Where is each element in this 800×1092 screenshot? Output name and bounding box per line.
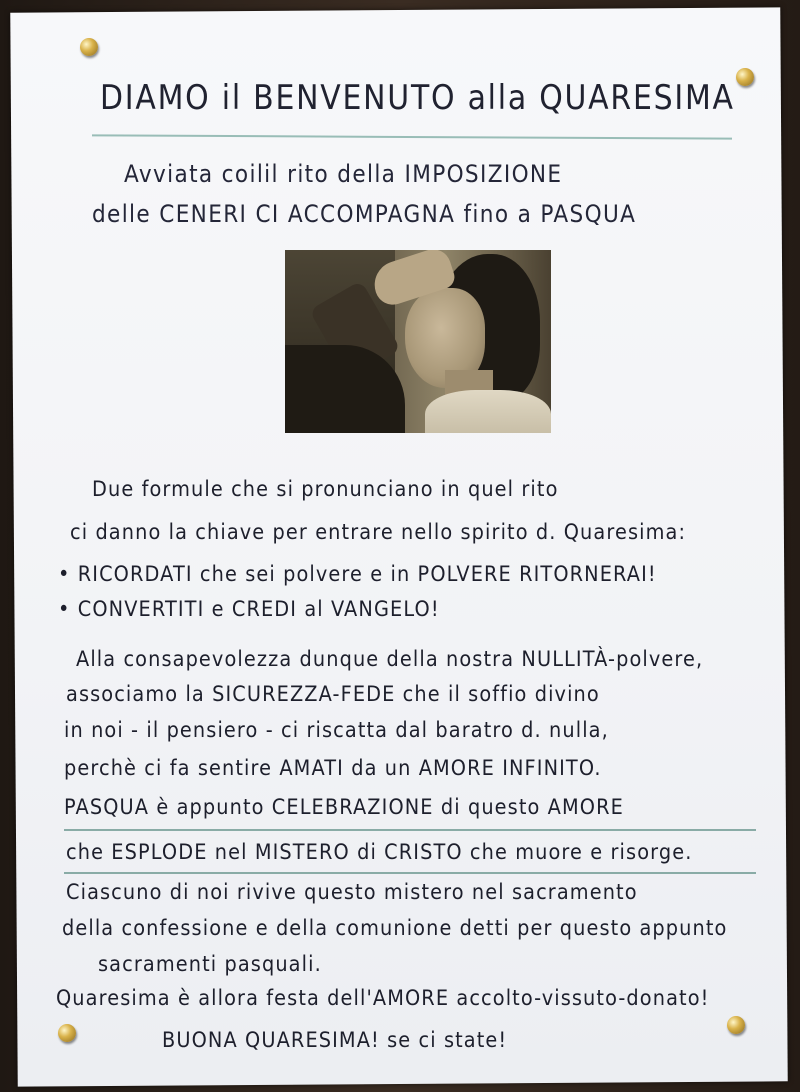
- body-line-4: • CONVERTITI e CREDI al VANGELO!: [58, 597, 440, 621]
- line-underline: [64, 829, 756, 831]
- line-underline: [64, 872, 756, 874]
- pushpin-icon: [80, 38, 98, 56]
- body-line-9: PASQUA è appunto CELEBRAZIONE di questo AMORE: [64, 795, 624, 819]
- body-line-2: ci danno la chiave per entrare nello spirito d. Quaresima:: [70, 520, 687, 544]
- body-line-1: Due formule che si pronunciano in quel rito: [92, 477, 559, 501]
- body-line-12: della confessione e della comunione detti per questo appunto: [62, 916, 728, 940]
- body-line-7: in noi - il pensiero - ci riscatta dal baratro d. nulla,: [64, 718, 609, 742]
- body-line-3: • RICORDATI che sei polvere e in POLVERE RITORNERAI!: [58, 562, 657, 586]
- body-line-5: Alla consapevolezza dunque della nostra NULLITÀ-polvere,: [76, 647, 704, 671]
- subtitle-line-1: Avviata coilil rito della IMPOSIZIONE: [124, 160, 563, 188]
- body-line-6: associamo la SICUREZZA-FEDE che il soffio divino: [66, 682, 600, 706]
- body-line-13: sacramenti pasquali.: [98, 952, 322, 976]
- closing-line: BUONA QUARESIMA! se ci state!: [162, 1028, 508, 1052]
- pushpin-icon: [736, 68, 754, 86]
- body-line-8: perchè ci fa sentire AMATI da un AMORE INFINITO.: [64, 756, 602, 780]
- body-line-10: che ESPLODE nel MISTERO di CRISTO che muore e risorge.: [66, 840, 693, 864]
- body-line-11: Ciascuno di noi rivive questo mistero nel sacramento: [66, 880, 638, 904]
- ash-wednesday-photo: [285, 250, 551, 433]
- body-line-14: Quaresima è allora festa dell'AMORE accolto-vissuto-donato!: [56, 986, 710, 1010]
- subtitle-line-2: delle CENERI CI ACCOMPAGNA fino a PASQUA: [92, 200, 637, 228]
- pushpin-icon: [58, 1024, 76, 1042]
- poster-title: DIAMO il BENVENUTO alla QUARESIMA: [100, 78, 735, 118]
